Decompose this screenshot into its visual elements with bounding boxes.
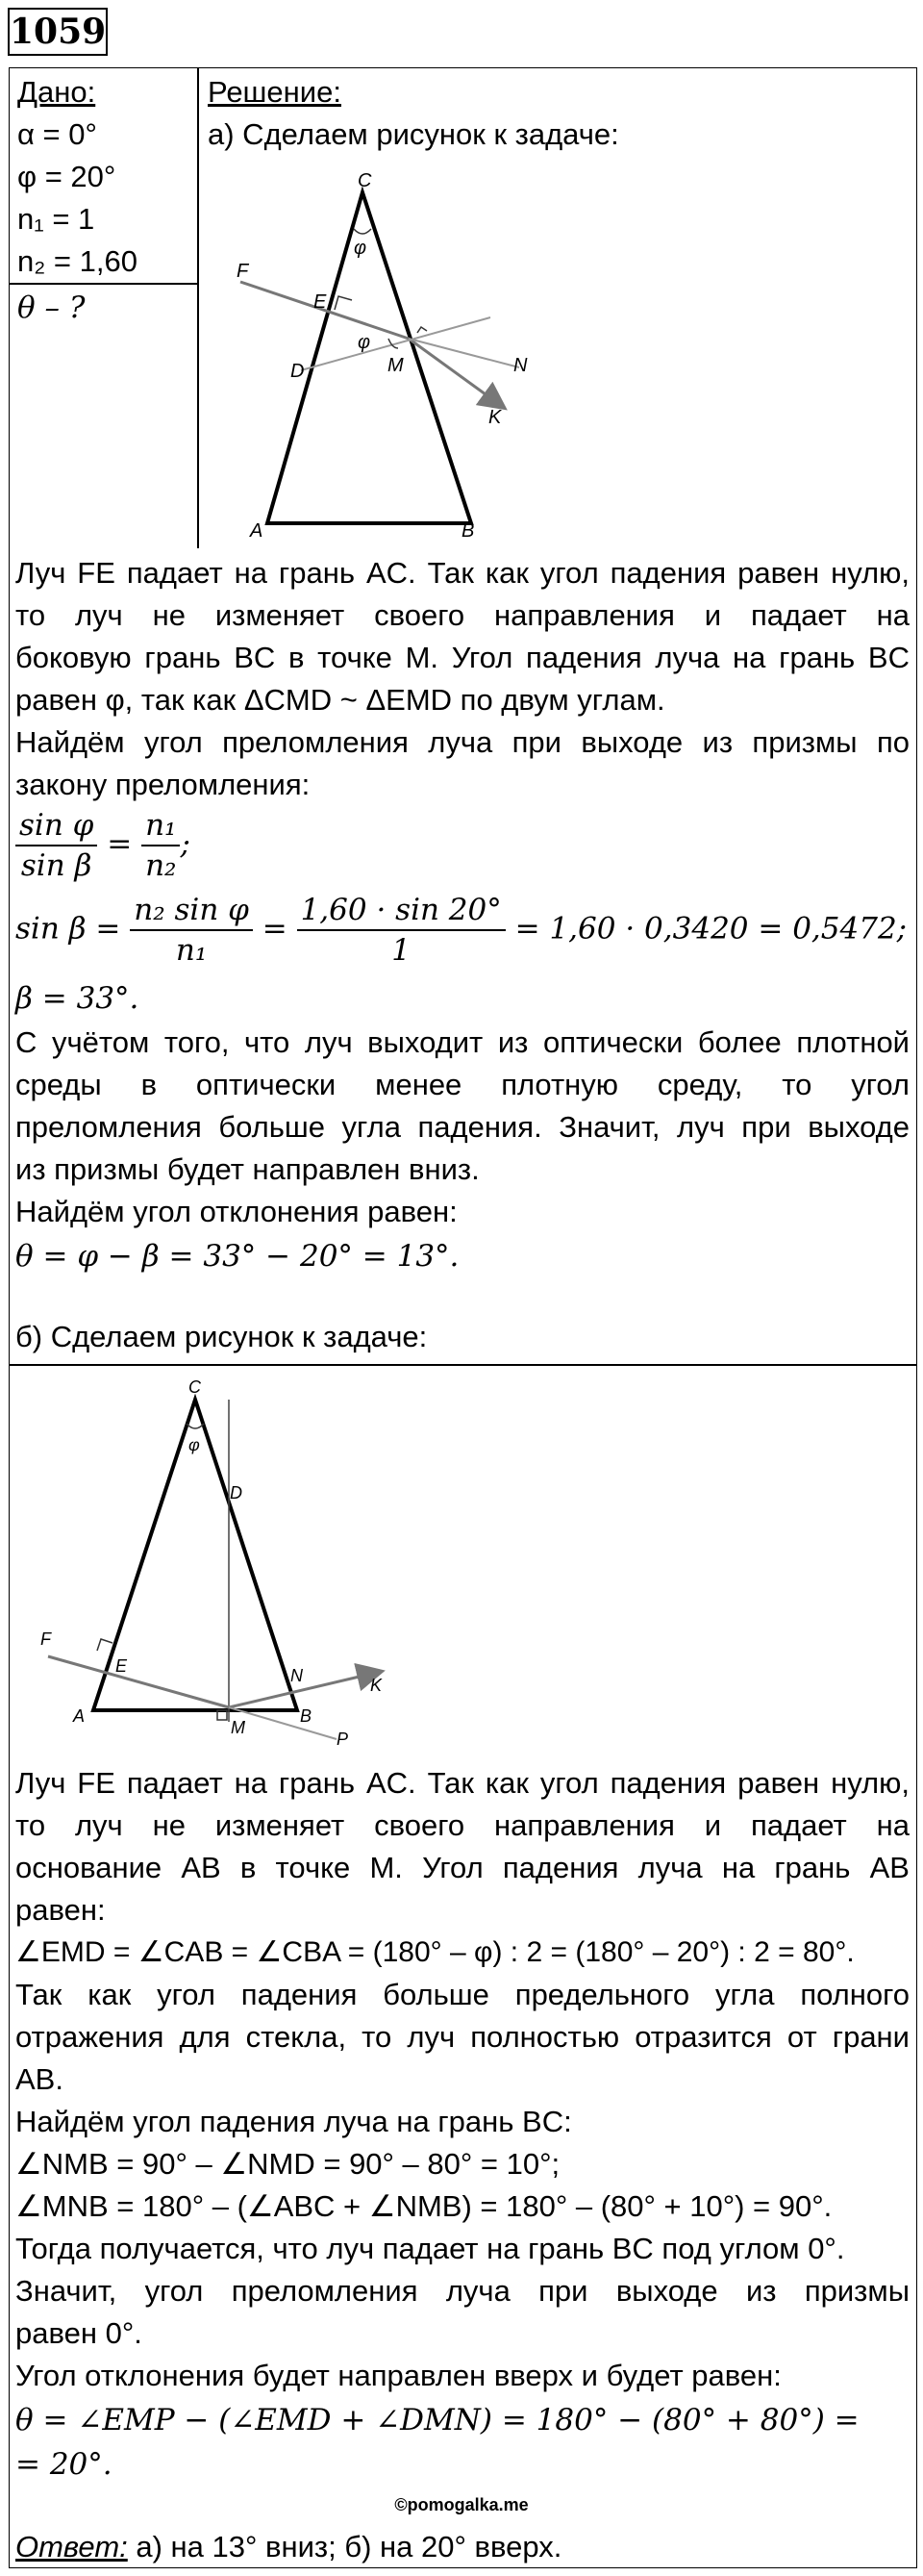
part-b-heading: б) Сделаем рисунок к задаче: [15, 1320, 428, 1353]
label-phi-top: φ [354, 238, 367, 259]
label-n: N [290, 1666, 303, 1685]
part-a-heading: а) Сделаем рисунок к задаче: [208, 117, 619, 151]
watermark: ©pomogalka.me [394, 2495, 529, 2514]
label-k: K [488, 407, 502, 428]
label-c: C [358, 170, 372, 191]
label-m: M [231, 1718, 245, 1737]
given-line: n₁ = 1 [17, 202, 95, 236]
line-nmb: ∠NMB = 90° – ∠NMD = 90° – 80° = 10°; [15, 2147, 561, 2181]
label-m: M [387, 355, 404, 376]
find-line: θ – ? [17, 290, 86, 325]
label-n: N [513, 355, 528, 376]
label-k: K [370, 1676, 383, 1695]
line-emd: ∠EMD = ∠CAB = ∠CBA = (180° – φ) : 2 = (180° – 20°) : 2 = 80°. [15, 1936, 855, 1968]
formula-snell: $\frac{\text{sin φ}}{\text{sin β}}$ = $\frac{\text{n₁}}{\text{n₂}}$ ; [15, 806, 190, 885]
label-b: B [462, 520, 475, 542]
given-divider [197, 67, 199, 548]
formula-sin-beta: sin β = $\frac{\text{n₂ sin φ}}{\text{n₁}}$ = $\frac{1,60 \cdot \sin 20^\circ}{1}$ = 1,60 · 0,3420 = 0,5472; [15, 893, 908, 968]
label-p: P [337, 1730, 349, 1749]
given-find-divider [9, 283, 197, 285]
label-e: E [313, 291, 327, 313]
problem-number: 1059 [8, 8, 108, 56]
label-d: D [230, 1483, 242, 1503]
solution-title: Решение: [208, 75, 341, 109]
label-d: D [290, 361, 305, 382]
formula-theta-a: θ = φ − β = 33° − 20° = 13°. [15, 1239, 460, 1274]
part-divider [9, 1364, 917, 1366]
label-a: A [73, 1706, 86, 1726]
label-c: C [188, 1377, 201, 1397]
label-f: F [237, 261, 249, 282]
given-line: n₂ = 1,60 [17, 244, 137, 278]
answer-label: Ответ: [15, 2530, 128, 2563]
given-line: α = 0° [17, 117, 97, 151]
answer-text: а) на 13° вниз; б) на 20° вверх. [127, 2530, 562, 2563]
formula-theta-b-line1: θ = ∠EMP − (∠EMD + ∠DMN) = 180° − (80° + 80°) = [15, 2403, 860, 2437]
label-phi: φ [188, 1435, 200, 1454]
label-a: A [250, 520, 263, 542]
formula-theta-b-line2: = 20°. [15, 2447, 112, 2482]
formula-beta: β = 33°. [15, 981, 139, 1016]
label-f: F [40, 1629, 51, 1649]
prism-figure-a [231, 164, 558, 548]
given-line: φ = 20° [17, 160, 116, 193]
given-title: Дано: [17, 75, 96, 109]
prism-figure-b [29, 1371, 394, 1755]
label-b: B [300, 1706, 312, 1726]
label-phi-mid: φ [358, 332, 371, 353]
answer-line [15, 2526, 561, 2568]
label-e: E [115, 1656, 128, 1676]
line-mnb: ∠MNB = 180° – (∠ABC + ∠NMB) = 180° – (80° + 10°) = 90°. [15, 2189, 833, 2223]
